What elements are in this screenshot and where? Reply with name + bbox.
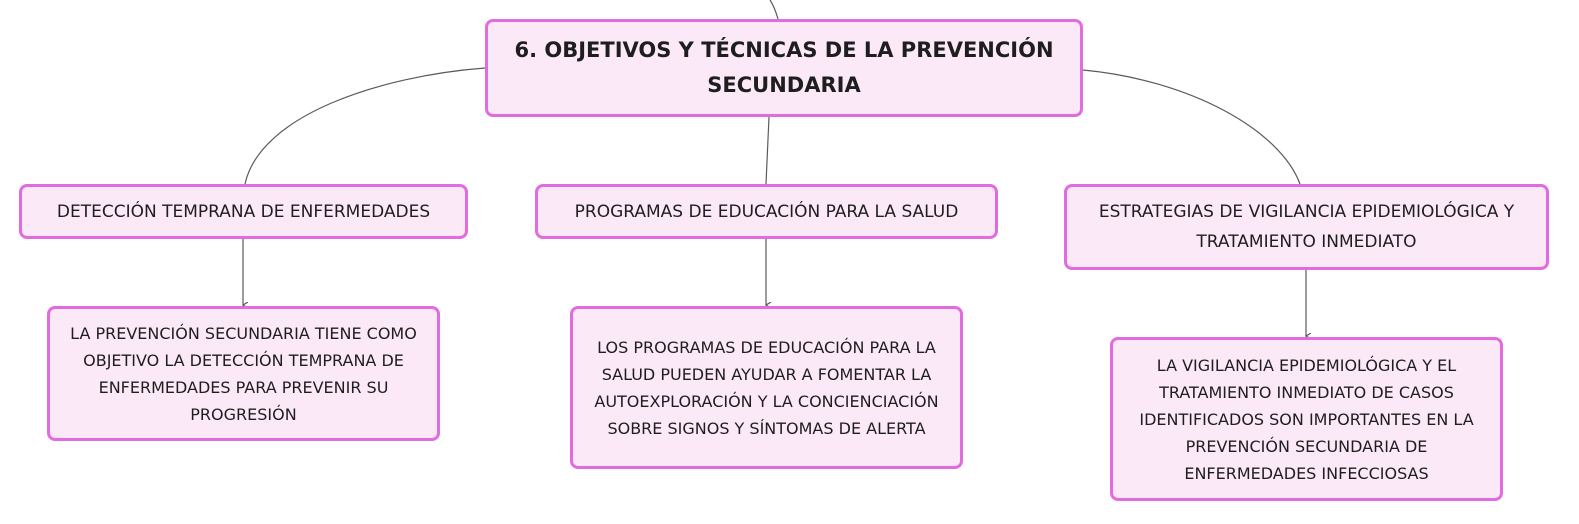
detail-text: LA PREVENCIÓN SECUNDARIA TIENE COMO OBJETIVO LA DETECCIÓN TEMPRANA DE ENFERMEDADES PARA PREVENIR SU PROGRESIÓN [70, 323, 417, 424]
detail-programas-educacion[interactable] [570, 306, 963, 469]
connector-parent-to-root [770, 0, 778, 19]
connector-root-to-topic-1 [245, 68, 485, 184]
connector-root-to-topic-2 [766, 117, 769, 184]
root-topic[interactable] [485, 19, 1083, 117]
detail-vigilancia-epidemiologica[interactable] [1110, 337, 1503, 501]
topic-label: PROGRAMAS DE EDUCACIÓN PARA LA SALUD [574, 201, 959, 222]
topic-deteccion-temprana[interactable] [19, 184, 468, 239]
connector-root-to-topic-3 [1083, 70, 1300, 184]
detail-text: LOS PROGRAMAS DE EDUCACIÓN PARA LA SALUD PUEDEN AYUDAR A FOMENTAR LA AUTOEXPLORACIÓN Y LA CONCIENCIACIÓN SOBRE SIGNOS Y SÍNTOMAS DE ALERTA [594, 337, 939, 438]
root-topic-label: 6. OBJETIVOS Y TÉCNICAS DE LA PREVENCIÓN SECUNDARIA [514, 38, 1054, 97]
topic-label: DETECCIÓN TEMPRANA DE ENFERMEDADES [56, 201, 431, 222]
topic-label: ESTRATEGIAS DE VIGILANCIA EPIDEMIOLÓGICA Y TRATAMIENTO INMEDIATO [1098, 202, 1515, 252]
topic-programas-educacion[interactable] [535, 184, 998, 239]
topic-vigilancia-epidemiologica[interactable] [1064, 184, 1549, 270]
detail-text: LA VIGILANCIA EPIDEMIOLÓGICA Y EL TRATAMIENTO INMEDIATO DE CASOS IDENTIFICADOS SON IMPORTANTES EN LA PREVENCIÓN SECUNDARIA DE ENFERMEDADES INFECCIOSAS [1139, 355, 1474, 483]
detail-deteccion-temprana[interactable] [47, 306, 440, 441]
